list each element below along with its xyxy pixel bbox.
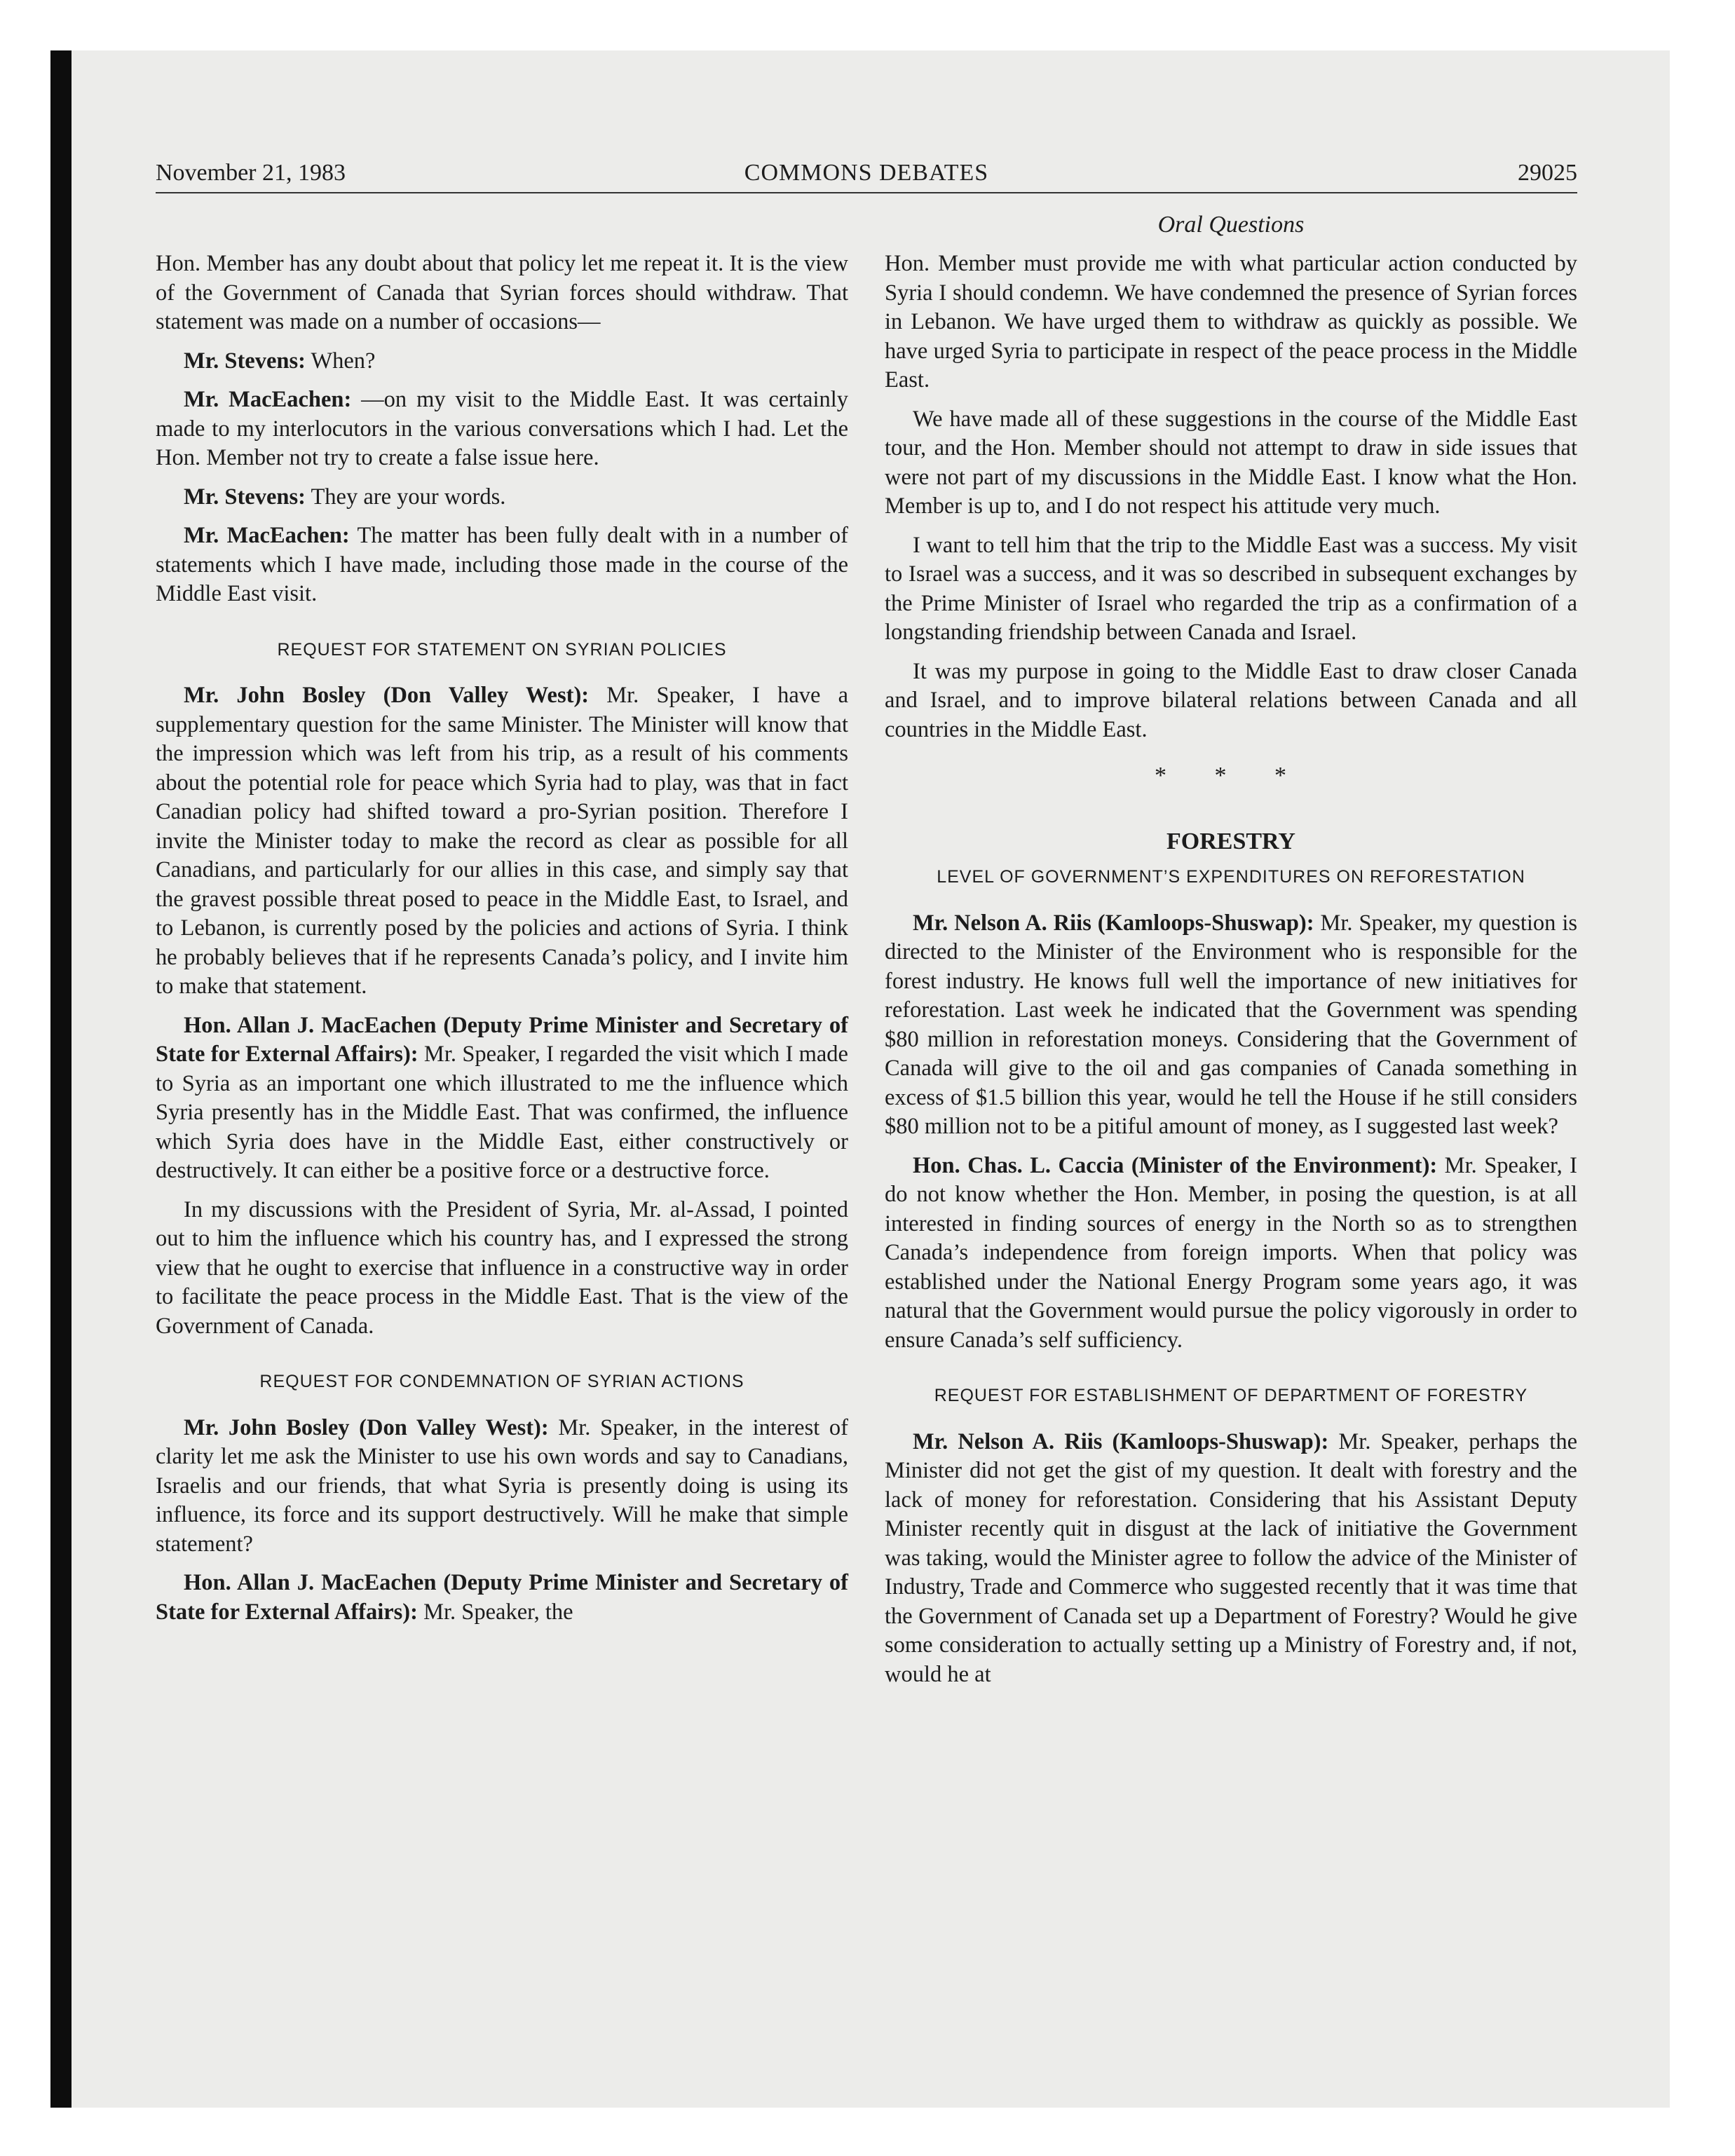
paragraph: I want to tell him that the trip to the Middle East was a success. My visit to Israel was a success, and it was so described in subsequent exchanges by the Prime Minister of Israel who regarded the trip as a confirmation of a longstanding friendship between Canada and Israel. [885,532,1577,645]
speech-text: —on my visit to the Middle East. It was certainly made to my interlocutors in the various conversations which I had. Let the Hon. Member not try to create a false issue here. [156,387,848,470]
right-column [885,250,1577,1699]
paragraph: Hon. Member must provide me with what particular action conducted by Syria I should condemn. We have condemned the presence of Syrian forces in Lebanon. We have urged them to withdraw as quickly as possible. We have urged Syria to participate in respect of the peace process in the Middle East. [885,251,1577,393]
paragraph [156,521,848,609]
speech-text: Mr. Speaker, in the interest of clarity let me ask the Minister to use his own words and say to Canadians, Israelis and our friends, that what Syria is presently doing is using its influence, its force and its support destructively. Will he make that simple statement? [156,1414,848,1557]
speaker-name: Hon. Allan J. MacEachen (Deputy Prime Minister and Secretary of State for External Affairs): [156,1012,848,1067]
section-title: FORESTRY [1166,828,1295,854]
paragraph: Hon. Member has any doubt about that policy let me repeat it. It is the view of the Government of Canada that Syrian forces should withdraw. That statement was made on a number of occasions— [156,251,848,334]
paragraph [156,1011,848,1186]
subheading: REQUEST FOR CONDEMNATION OF SYRIAN ACTIONS [259,1372,744,1391]
paragraph [885,1152,1577,1356]
binding-edge [50,50,72,2108]
subheading: REQUEST FOR ESTABLISHMENT OF DEPARTMENT OF FORESTRY [934,1386,1528,1405]
speech-text: Mr. Speaker, I regarded the visit which I made to Syria as an important one which illustrated to me the influence which Syria presently has in the Middle East. That was confirmed, the influence which Syria does have in the Middle East, either constructively or destructively. It can either be a positive force or a destructive force. [156,1042,848,1183]
header-publication: COMMONS DEBATES [744,160,989,186]
paragraph: We have made all of these suggestions in the course of the Middle East tour, and the Hon. Member should not attempt to draw in side issues that were not part of my discussions in the Middle East. I know what the Hon. Member is up to, and I do not respect his attitude very much. [885,406,1577,519]
paragraph [156,1414,848,1560]
speech-text: Mr. Speaker, perhaps the Minister did not get the gist of my question. It dealt with forestry and the lack of money for reforestation. Considering that his Assistant Deputy Minister recently quit in disgust at the lack of initiative the Government was taking, would the Minister agree to follow the advice of the Minister of Industry, Trade and Commerce who suggested recently that it was time that the Government of Canada set up a Department of Forestry? Would he give some consideration to actually setting up a Ministry of Forestry and, if not, would he at [885,1428,1578,1687]
paragraph [885,1428,1577,1690]
speech-text: Mr. Speaker, I have a supplementary question for the same Minister. The Minister will know that the impression which was left from his trip, as a result of his comments about the potential role for peace which Syria had to play, was that in fact Canadian policy had shifted toward a pro-Syrian position. Therefore I invite the Minister today to make the record as clear as possible for all Canadians, and particularly for our allies in this case, and simply say that the gravest possible threat posed to peace in the Middle East, to Israel, and to Lebanon, is currently posed by the policies and actions of Syria. I think he probably believes that if he represents Canada’s policy, and I invite him to make that statement. [156,683,848,999]
paragraph [156,1569,848,1627]
speech-text: Mr. Speaker, my question is directed to the Minister of the Environment who is responsible for the forest industry. He knows full well the importance of new initiatives for reforestation. Last week he indicated that the Government was spending $80 million in reforestation moneys. Considering that the Government of Canada will give to the oil and gas companies of Canada something in excess of $1.5 billion this year, would he tell the House if he still considers $80 million not to be a pitiful amount of money, as I suggested last week? [885,910,1578,1139]
speech-text: Mr. Speaker, I do not know whether the Hon. Member, in posing the question, is at all interested in finding sources of energy in the North so as to strengthen Canada’s independence from foreign imports. When that policy was established under the National Energy Program some years ago, it was natural that the Government would pursue the policy vigorously in order to ensure Canada’s self sufficiency. [885,1152,1577,1353]
left-column [156,250,848,1637]
paragraph [156,347,848,376]
section-divider: * * * [1155,763,1307,789]
speaker-name: Hon. Allan J. MacEachen (Deputy Prime Minister and Secretary of State for External Affairs): [156,1570,848,1625]
header-date: November 21, 1983 [156,160,346,186]
speech-text: When? [305,348,376,374]
subheading: REQUEST FOR STATEMENT ON SYRIAN POLICIES [277,639,727,660]
header-page-number: 29025 [1518,160,1577,186]
paragraph [885,909,1577,1142]
speech-text: The matter has been fully dealt with in a number of statements which I have made, including those made in the course of the Middle East visit. [156,523,849,606]
paragraph: In my discussions with the President of Syria, Mr. al-Assad, I pointed out to him the influence which his country has, and I expressed the strong view that he ought to exercise that influence in a constructive way in order to facilitate the peace process in the Middle East. That is the view of the Government of Canada. [156,1196,848,1339]
paragraph [156,681,848,1002]
speaker-name: Mr. Nelson A. Riis (Kamloops-Shuswap): [913,1428,1329,1454]
speaker-name: Mr. John Bosley (Don Valley West): [184,683,590,708]
speaker-name: Mr. MacEachen: [184,523,350,548]
speech-text: They are your words. [305,484,506,510]
speaker-name: Hon. Chas. L. Caccia (Minister of the Environment): [913,1152,1438,1178]
page-header [156,160,1577,193]
section-label: Oral Questions [1157,212,1305,238]
paragraph: It was my purpose in going to the Middle East to draw closer Canada and Israel, and to improve bilateral relations between Canada and all countries in the Middle East. [885,658,1577,742]
speaker-name: Mr. Nelson A. Riis (Kamloops-Shuswap): [913,910,1314,936]
speech-text: Mr. Speaker, the [417,1599,573,1625]
paragraph [156,483,848,512]
speaker-name: Mr. MacEachen: [184,387,352,412]
speaker-name: Mr. Stevens: [184,484,306,510]
speaker-name: Mr. John Bosley (Don Valley West): [184,1414,549,1440]
subheading: LEVEL OF GOVERNMENT’S EXPENDITURES ON REFORESTATION [937,867,1525,887]
paragraph [156,386,848,473]
speaker-name: Mr. Stevens: [184,348,306,374]
